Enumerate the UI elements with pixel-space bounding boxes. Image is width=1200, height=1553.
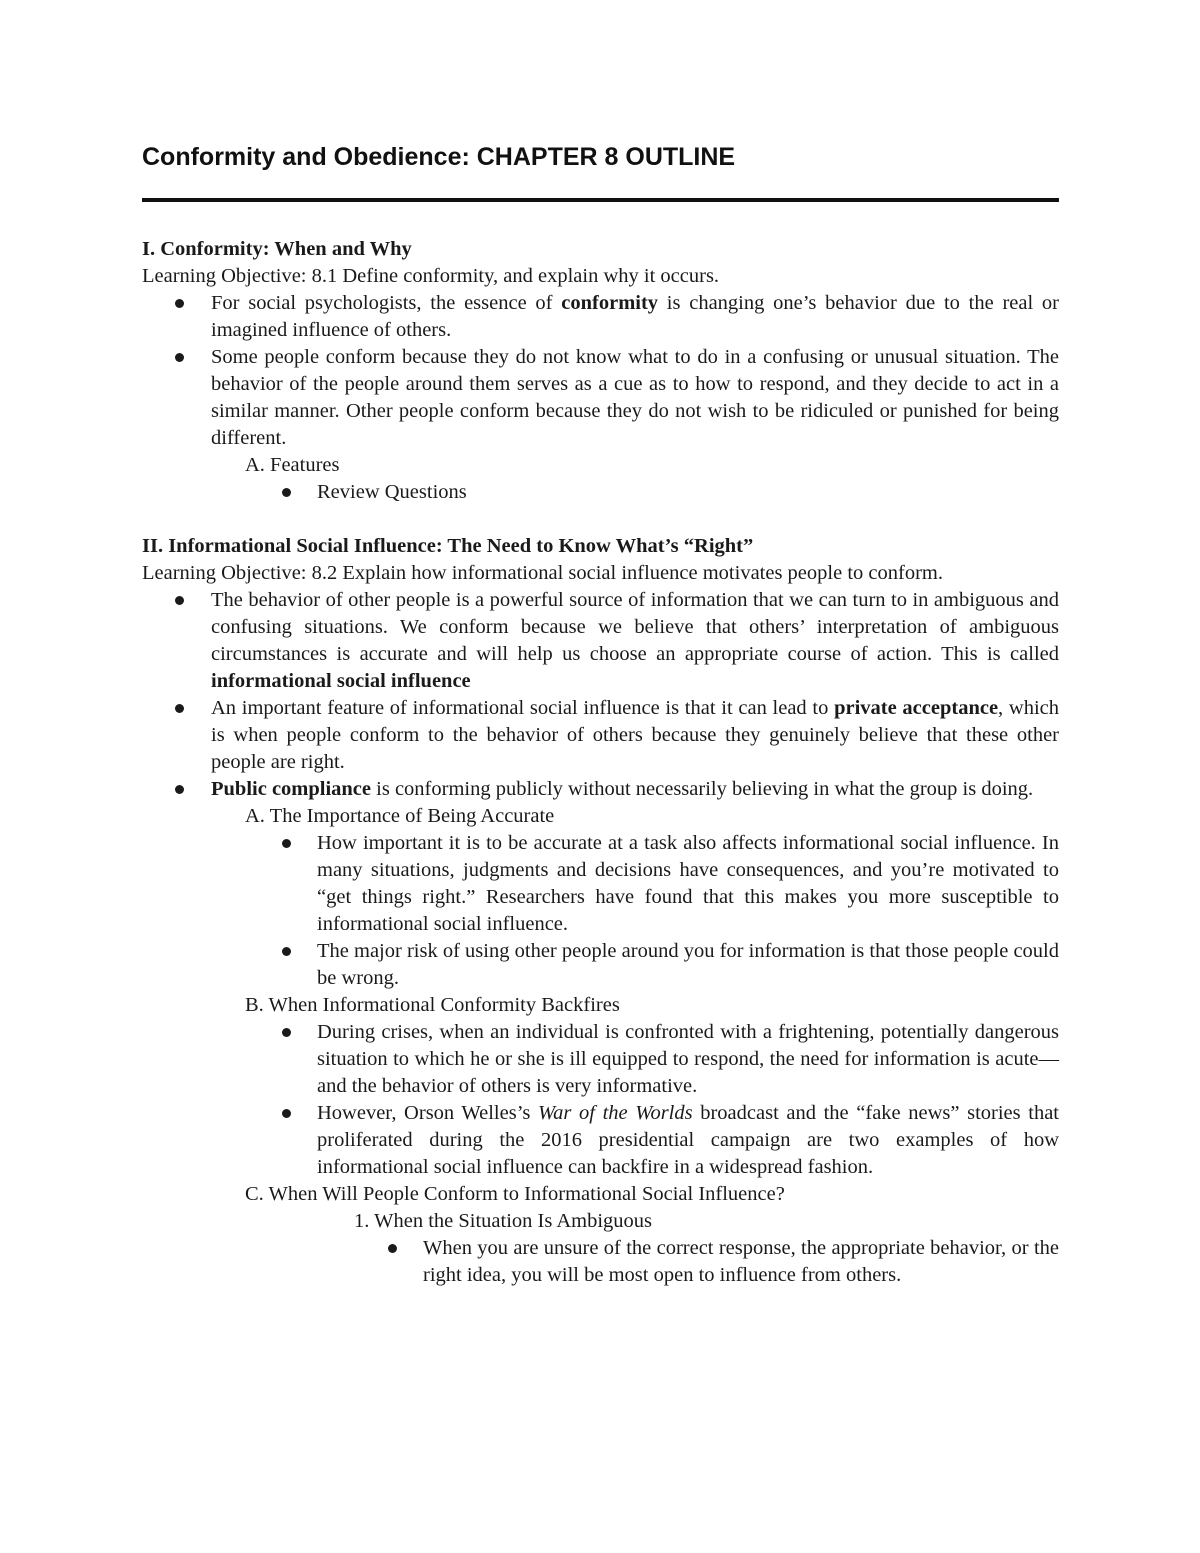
section-1-sub-a-bullets (142, 479, 1059, 506)
section-2-objective: Learning Objective: 8.2 Explain how informational social influence motivates people to conform. (142, 562, 943, 584)
section-2-sub-c-1-bullets (142, 1235, 1059, 1289)
list-item: Review Questions (142, 479, 1059, 506)
section-1-sub-a: A. Features (245, 454, 340, 476)
list-item: The behavior of other people is a powerful source of information that we can turn to in ambiguous and confusing situations. We conform because we believe that others’ interpretation of ambiguous circumstances is accurate and will help us choose an appropriate course of action. This is called informational social influence (142, 587, 1059, 695)
term-conformity: conformity (561, 292, 659, 314)
list-item: For social psychologists, the essence of conformity is changing one’s behavior due to the real or imagined influence of others. (142, 290, 1059, 344)
section-2-sub-a-bullets (142, 830, 1059, 992)
list-item: During crises, when an individual is confronted with a frightening, potentially dangerous situation to which he or she is ill equipped to respond, the need for information is acute—and the behavior of others is very informative. (142, 1019, 1059, 1100)
section-2-sub-a: A. The Importance of Being Accurate (245, 805, 555, 827)
term-private-acceptance: private acceptance (834, 697, 999, 719)
section-2-heading: II. Informational Social Influence: The Need to Know What’s “Right” (142, 535, 754, 557)
section-1-heading: I. Conformity: When and Why (142, 238, 412, 260)
list-item: How important it is to be accurate at a task also affects informational social influence. In many situations, judgments and decisions have consequences, and you’re motivated to “get things right.” Researchers have found that this makes you more susceptible to informational social influence. (142, 830, 1059, 938)
section-2-sub-c-1: 1. When the Situation Is Ambiguous (354, 1210, 653, 1232)
term-informational-social-influence: informational social influence (211, 670, 471, 692)
title-war-of-the-worlds: War of the Worlds (537, 1102, 693, 1124)
section-2-sub-c: C. When Will People Conform to Informational Social Influence? (245, 1183, 785, 1205)
section-1-bullets (142, 290, 1059, 452)
document-page (142, 140, 1059, 1289)
section-2-sub-b: B. When Informational Conformity Backfires (245, 994, 620, 1016)
list-item: Some people conform because they do not know what to do in a confusing or unusual situation. The behavior of the people around them serves as a cue as to how to respond, and they decide to act in a similar manner. Other people conform because they do not wish to be ridiculed or punished for being different. (142, 344, 1059, 452)
list-item: An important feature of informational social influence is that it can lead to private acceptance, which is when people conform to the behavior of others because they genuinely believe that these other people are right. (142, 695, 1059, 776)
list-item: The major risk of using other people around you for information is that those people could be wrong. (142, 938, 1059, 992)
title-rule (142, 198, 1059, 202)
term-public-compliance: Public compliance (211, 778, 372, 800)
section-2-sub-b-bullets (142, 1019, 1059, 1181)
list-item: When you are unsure of the correct response, the appropriate behavior, or the right idea, you will be most open to influence from others. (142, 1235, 1059, 1289)
section-1-objective: Learning Objective: 8.1 Define conformity, and explain why it occurs. (142, 265, 720, 287)
list-item: Public compliance is conforming publicly without necessarily believing in what the group is doing. (142, 776, 1059, 803)
document-title: Conformity and Obedience: CHAPTER 8 OUTLINE (142, 143, 736, 171)
section-2-bullets (142, 587, 1059, 803)
list-item: However, Orson Welles’s War of the Worlds broadcast and the “fake news” stories that proliferated during the 2016 presidential campaign are two examples of how informational social influence can backfire in a widespread fashion. (142, 1100, 1059, 1181)
